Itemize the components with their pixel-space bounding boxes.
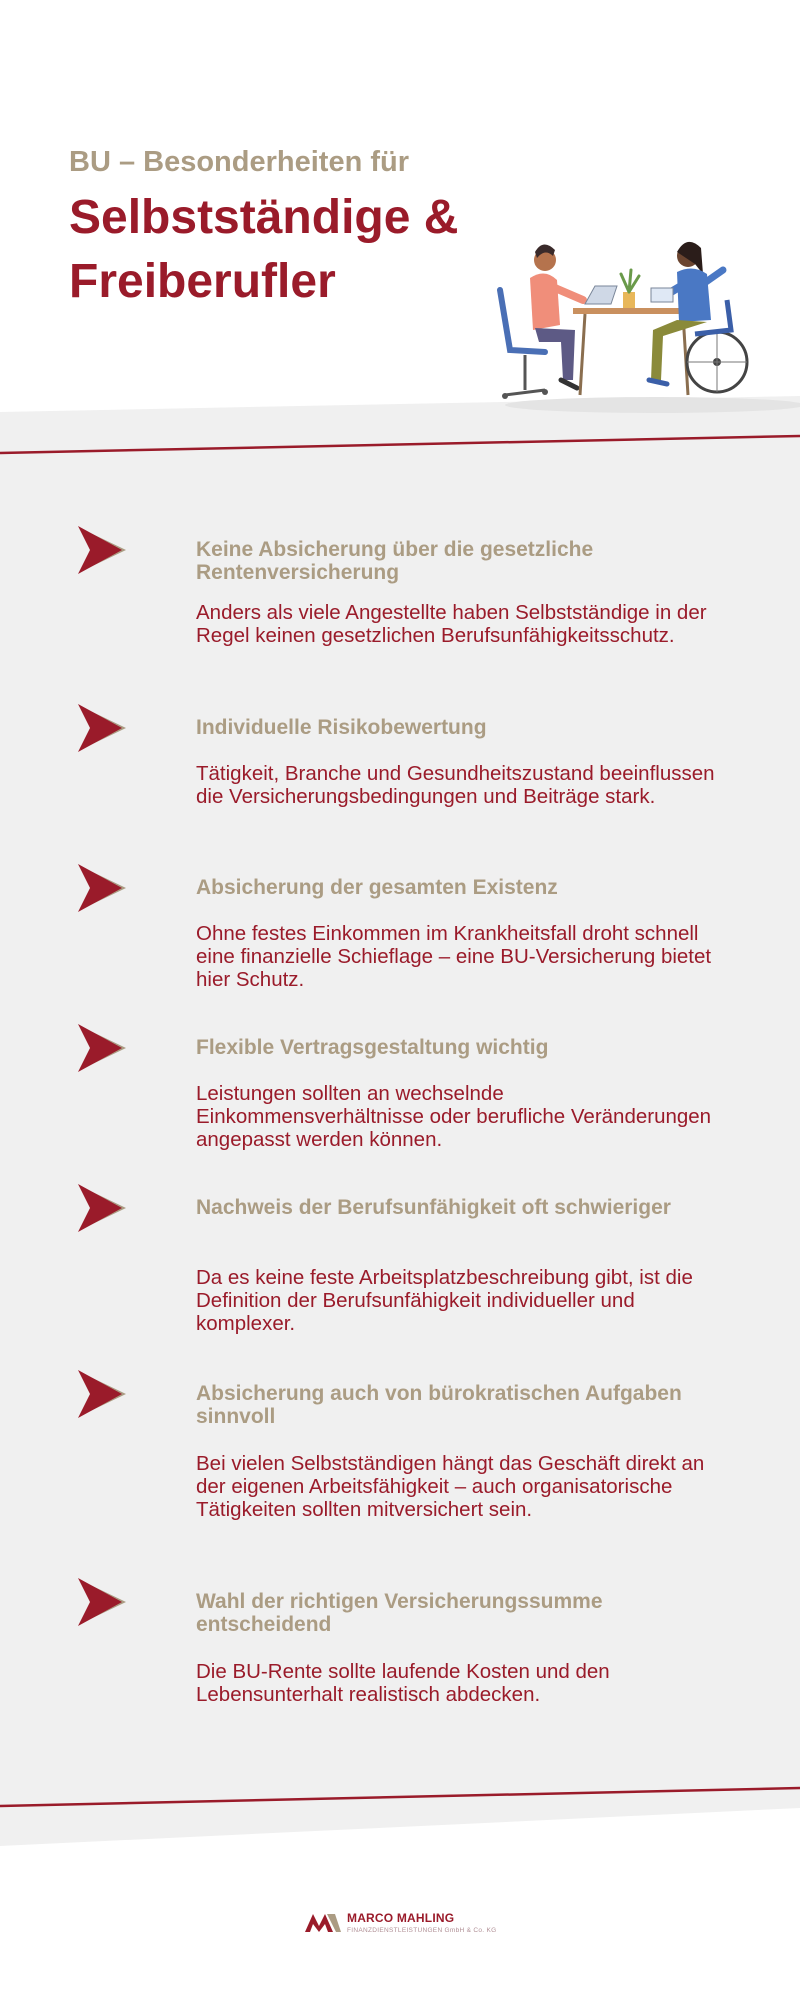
header — [0, 0, 800, 460]
item-title: Absicherung der gesamten Existenz — [196, 876, 558, 899]
item-title: Individuelle Risikobewertung — [196, 716, 487, 739]
chevron-arrow-icon — [78, 704, 128, 752]
item-title: Flexible Vertragsgestaltung wichtig — [196, 1036, 549, 1059]
item-text: Die BU-Rente sollte laufende Kosten und den Lebensunterhalt realistisch abdecken. — [196, 1660, 610, 1706]
header-kicker: BU – Besonderheiten für — [69, 146, 409, 178]
item-title: Nachweis der Berufsunfähigkeit oft schwieriger — [196, 1196, 671, 1219]
chevron-arrow-icon — [78, 864, 128, 912]
logo-subtitle: FINANZDIENSTLEISTUNGEN GmbH & Co. KG — [347, 1927, 497, 1934]
company-logo — [305, 1910, 505, 1940]
chevron-arrow-icon — [78, 1024, 128, 1072]
meeting-illustration — [455, 230, 800, 420]
chevron-arrow-icon — [78, 1578, 128, 1626]
logo-mark-icon — [305, 1912, 341, 1932]
logo-name: MARCO MAHLING — [347, 1911, 455, 1925]
item-text: Bei vielen Selbstständigen hängt das Geschäft direkt an der eigenen Arbeitsfähigkeit – auch organisatorische Tätigkeiten sollten mitversichert sein. — [196, 1452, 705, 1521]
item-title: Keine Absicherung über die gesetzliche Rentenversicherung — [196, 538, 594, 584]
chevron-arrow-icon — [78, 526, 128, 574]
chevron-arrow-icon — [78, 1184, 128, 1232]
item-text: Ohne festes Einkommen im Krankheitsfall droht schnell eine finanzielle Schieflage – eine BU-Versicherung bietet hier Schutz. — [196, 922, 712, 991]
page-title: Selbstständige & Freiberufler — [69, 191, 459, 308]
item-title: Absicherung auch von bürokratischen Aufgaben sinnvoll — [196, 1382, 682, 1428]
item-title: Wahl der richtigen Versicherungssumme entscheidend — [196, 1590, 603, 1636]
item-text: Anders als viele Angestellte haben Selbstständige in der Regel keinen gesetzlichen Berufsunfähigkeitsschutz. — [196, 601, 707, 647]
chevron-arrow-icon — [78, 1370, 128, 1418]
item-text: Da es keine feste Arbeitsplatzbeschreibung gibt, ist die Definition der Berufsunfähigkeit individueller und komplexer. — [196, 1266, 693, 1335]
item-text: Leistungen sollten an wechselnde Einkommensverhältnisse oder berufliche Veränderungen angepasst werden können. — [196, 1082, 712, 1151]
item-text: Tätigkeit, Branche und Gesundheitszustand beeinflussen die Versicherungsbedingungen und Beiträge stark. — [196, 762, 715, 808]
